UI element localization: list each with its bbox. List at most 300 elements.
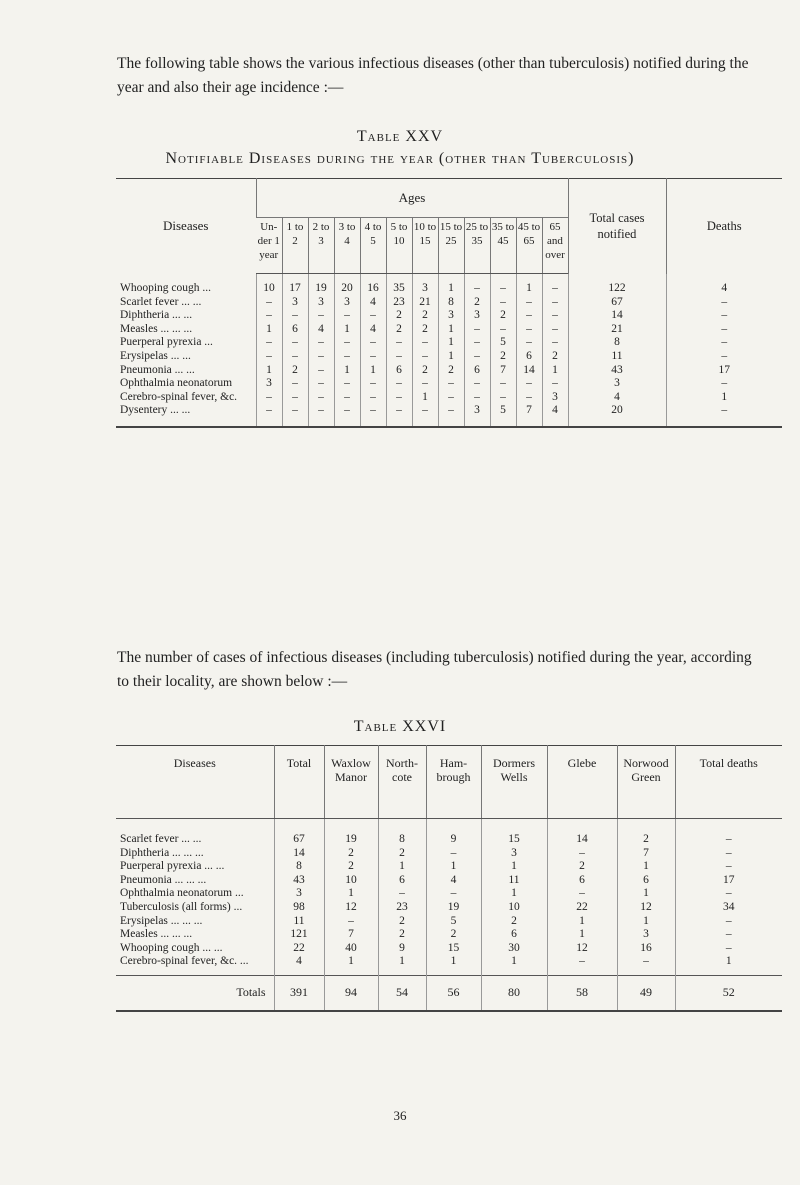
- locality-header: Norwood Green: [617, 746, 675, 819]
- header-ages: Ages: [256, 179, 568, 218]
- total-cases: 8: [568, 336, 666, 350]
- age-count: 3: [282, 296, 308, 310]
- age-count: –: [464, 350, 490, 364]
- locality-count: 6: [547, 874, 617, 888]
- locality-count: 1: [547, 928, 617, 942]
- age-count: 3: [542, 391, 568, 405]
- total-value: 49: [617, 975, 675, 1011]
- age-count: 6: [464, 364, 490, 378]
- age-count: 2: [412, 364, 438, 378]
- total-value: 56: [426, 975, 481, 1011]
- age-count: –: [360, 377, 386, 391]
- total-value: 52: [675, 975, 782, 1011]
- totals-label: Totals: [116, 975, 274, 1011]
- age-group-header: 3 to 4: [334, 218, 360, 274]
- deaths-count: –: [666, 296, 782, 310]
- locality-count: –: [547, 887, 617, 901]
- total-cases: 3: [568, 377, 666, 391]
- locality-count: 11: [274, 915, 324, 929]
- age-count: –: [412, 350, 438, 364]
- locality-count: 2: [324, 847, 378, 861]
- disease-name: Scarlet fever ... ...: [120, 833, 202, 845]
- age-count: –: [282, 309, 308, 323]
- locality-count: 19: [426, 901, 481, 915]
- age-count: –: [386, 391, 412, 405]
- table-row: [116, 296, 782, 310]
- deaths-count: –: [666, 323, 782, 337]
- age-count: 7: [490, 364, 516, 378]
- total-cases: 20: [568, 404, 666, 427]
- locality-count: –: [378, 887, 426, 901]
- age-count: 3: [464, 404, 490, 427]
- intro-paragraph-2: The number of cases of infectious diseases (including tuberculosis) notified during the year, according to their locality, are shown below :—: [117, 649, 752, 690]
- age-count: –: [360, 404, 386, 427]
- table26-title: Table XXVI: [353, 718, 447, 735]
- header-total-cases: Total cases notified: [568, 179, 666, 274]
- locality-header: Diseases: [116, 746, 274, 819]
- locality-count: 1: [481, 887, 547, 901]
- age-count: 1: [256, 323, 282, 337]
- age-count: –: [334, 350, 360, 364]
- intro-paragraph-1: The following table shows the various infectious diseases (other than tuberculosis) notified during the year and also their age incidence :—: [117, 55, 749, 96]
- disease-name: Ophthalmia neonatorum: [120, 377, 233, 390]
- locality-count: –: [426, 887, 481, 901]
- age-count: 5: [490, 404, 516, 427]
- disease-name: Dysentery ... ...: [120, 404, 191, 417]
- header-diseases: Diseases: [163, 218, 209, 234]
- age-count: 4: [308, 323, 334, 337]
- age-count: 4: [542, 404, 568, 427]
- age-group-header: 5 to 10: [386, 218, 412, 274]
- age-group-header: 1 to 2: [282, 218, 308, 274]
- age-count: –: [360, 350, 386, 364]
- locality-count: 23: [378, 901, 426, 915]
- age-count: 6: [516, 350, 542, 364]
- table-row: [116, 391, 782, 405]
- locality-header: Total: [274, 746, 324, 819]
- locality-count: 1: [324, 955, 378, 975]
- age-count: –: [308, 391, 334, 405]
- age-count: 1: [516, 274, 542, 296]
- total-cases: 14: [568, 309, 666, 323]
- age-count: –: [542, 274, 568, 296]
- locality-count: 2: [617, 819, 675, 847]
- age-count: 6: [282, 323, 308, 337]
- locality-count: 9: [378, 942, 426, 956]
- age-count: –: [360, 309, 386, 323]
- total-cases: 11: [568, 350, 666, 364]
- age-count: –: [438, 391, 464, 405]
- age-count: –: [464, 377, 490, 391]
- age-count: 2: [386, 309, 412, 323]
- age-count: –: [542, 336, 568, 350]
- locality-header: Waxlow Manor: [324, 746, 378, 819]
- age-count: –: [516, 377, 542, 391]
- age-count: –: [542, 377, 568, 391]
- deaths-count: –: [666, 377, 782, 391]
- header-deaths: Deaths: [666, 179, 782, 274]
- age-count: 1: [360, 364, 386, 378]
- locality-count: 5: [426, 915, 481, 929]
- disease-name: Erysipelas ... ... ...: [120, 914, 203, 927]
- locality-count: 16: [617, 942, 675, 956]
- deaths-count: 4: [666, 274, 782, 296]
- locality-count: 3: [274, 887, 324, 901]
- table-row: [116, 955, 782, 975]
- age-count: –: [308, 404, 334, 427]
- locality-count: 8: [274, 860, 324, 874]
- table-row: [116, 274, 782, 296]
- locality-count: 8: [378, 819, 426, 847]
- age-count: –: [282, 336, 308, 350]
- table-row: [116, 309, 782, 323]
- deaths-count: –: [666, 309, 782, 323]
- locality-count: 7: [324, 928, 378, 942]
- disease-name: Measles ... ... ...: [120, 322, 193, 335]
- age-count: 2: [412, 323, 438, 337]
- disease-name: Erysipelas ... ...: [120, 349, 191, 362]
- locality-count: 67: [274, 819, 324, 847]
- age-count: 2: [490, 350, 516, 364]
- age-count: –: [308, 350, 334, 364]
- table-row: [116, 323, 782, 337]
- age-count: –: [308, 364, 334, 378]
- locality-header: Total deaths: [675, 746, 782, 819]
- locality-count: 1: [378, 955, 426, 975]
- locality-count: –: [675, 942, 782, 956]
- table-row: [116, 377, 782, 391]
- deaths-count: 17: [666, 364, 782, 378]
- age-count: –: [256, 309, 282, 323]
- age-count: 3: [464, 309, 490, 323]
- age-count: –: [308, 377, 334, 391]
- age-count: 16: [360, 274, 386, 296]
- locality-count: 1: [617, 860, 675, 874]
- age-count: 20: [334, 274, 360, 296]
- age-count: –: [542, 296, 568, 310]
- age-count: –: [256, 350, 282, 364]
- total-value: 58: [547, 975, 617, 1011]
- age-count: 5: [490, 336, 516, 350]
- age-count: –: [334, 309, 360, 323]
- age-count: –: [438, 377, 464, 391]
- locality-count: 1: [481, 860, 547, 874]
- locality-count: 9: [426, 819, 481, 847]
- age-count: 8: [438, 296, 464, 310]
- age-count: –: [464, 323, 490, 337]
- locality-count: –: [426, 847, 481, 861]
- age-count: –: [334, 404, 360, 427]
- age-count: 4: [360, 296, 386, 310]
- locality-header: North- cote: [378, 746, 426, 819]
- age-count: 14: [516, 364, 542, 378]
- locality-count: 34: [675, 901, 782, 915]
- locality-count: 12: [617, 901, 675, 915]
- age-count: 2: [386, 323, 412, 337]
- age-count: –: [334, 377, 360, 391]
- deaths-count: –: [666, 350, 782, 364]
- age-count: 23: [386, 296, 412, 310]
- age-count: –: [386, 377, 412, 391]
- locality-count: 6: [481, 928, 547, 942]
- age-group-header: 15 to 25: [438, 218, 464, 274]
- locality-count: –: [675, 887, 782, 901]
- age-count: 1: [438, 336, 464, 350]
- table25-title: Table XXV: [356, 128, 444, 145]
- age-count: 1: [438, 350, 464, 364]
- age-count: 4: [360, 323, 386, 337]
- age-count: –: [256, 336, 282, 350]
- age-count: –: [256, 296, 282, 310]
- deaths-count: 1: [666, 391, 782, 405]
- age-count: –: [516, 296, 542, 310]
- locality-count: –: [675, 860, 782, 874]
- locality-count: 2: [378, 847, 426, 861]
- age-count: –: [256, 391, 282, 405]
- disease-name: Measles ... ... ...: [120, 928, 193, 941]
- locality-count: –: [675, 928, 782, 942]
- table-row: [116, 860, 782, 874]
- age-group-header: 35 to 45: [490, 218, 516, 274]
- locality-count: 14: [547, 819, 617, 847]
- age-count: –: [516, 323, 542, 337]
- age-count: 1: [542, 364, 568, 378]
- age-count: 6: [386, 364, 412, 378]
- age-count: 1: [412, 391, 438, 405]
- table25-subtitle: Notifiable Diseases during the year (other than Tuberculosis): [165, 150, 635, 167]
- age-count: –: [490, 274, 516, 296]
- age-count: 1: [334, 364, 360, 378]
- age-count: 2: [412, 309, 438, 323]
- age-count: –: [438, 404, 464, 427]
- locality-count: 10: [324, 874, 378, 888]
- age-count: –: [516, 391, 542, 405]
- locality-count: 2: [378, 928, 426, 942]
- disease-name: Tuberculosis (all forms) ...: [120, 900, 243, 913]
- age-count: –: [282, 391, 308, 405]
- total-value: 94: [324, 975, 378, 1011]
- table-row: [116, 350, 782, 364]
- age-count: –: [256, 404, 282, 427]
- table-row: [116, 942, 782, 956]
- locality-count: –: [547, 955, 617, 975]
- age-group-header: 45 to 65: [516, 218, 542, 274]
- age-count: –: [334, 336, 360, 350]
- age-count: 3: [334, 296, 360, 310]
- locality-count: 2: [324, 860, 378, 874]
- locality-count: 1: [675, 955, 782, 975]
- age-count: –: [282, 404, 308, 427]
- age-count: –: [490, 296, 516, 310]
- age-count: 2: [542, 350, 568, 364]
- locality-count: 17: [675, 874, 782, 888]
- disease-name: Whooping cough ...: [120, 281, 212, 294]
- disease-name: Pneumonia ... ... ...: [120, 873, 207, 886]
- age-count: –: [464, 274, 490, 296]
- age-count: –: [412, 404, 438, 427]
- age-count: –: [386, 404, 412, 427]
- table-row: [116, 874, 782, 888]
- deaths-count: –: [666, 404, 782, 427]
- locality-count: –: [324, 915, 378, 929]
- total-cases: 21: [568, 323, 666, 337]
- age-count: –: [308, 309, 334, 323]
- age-count: 3: [412, 274, 438, 296]
- age-group-header: 2 to 3: [308, 218, 334, 274]
- age-count: –: [490, 377, 516, 391]
- locality-count: –: [617, 955, 675, 975]
- locality-count: 6: [378, 874, 426, 888]
- total-value: 54: [378, 975, 426, 1011]
- age-count: 2: [464, 296, 490, 310]
- disease-name: Ophthalmia neonatorum ...: [120, 887, 244, 900]
- age-count: 2: [438, 364, 464, 378]
- age-count: 1: [334, 323, 360, 337]
- disease-name: Cerebro-spinal fever, &c. ...: [120, 955, 249, 968]
- age-count: 1: [438, 323, 464, 337]
- locality-count: –: [675, 847, 782, 861]
- locality-count: 4: [426, 874, 481, 888]
- disease-name: Pneumonia ... ...: [120, 363, 195, 376]
- locality-count: 2: [481, 915, 547, 929]
- age-count: –: [464, 336, 490, 350]
- locality-count: 1: [378, 860, 426, 874]
- locality-count: 15: [426, 942, 481, 956]
- table-row: [116, 404, 782, 427]
- table-row: [116, 928, 782, 942]
- age-count: 17: [282, 274, 308, 296]
- age-count: –: [386, 336, 412, 350]
- table-row: [116, 915, 782, 929]
- locality-count: 1: [547, 915, 617, 929]
- locality-count: 11: [481, 874, 547, 888]
- disease-name: Diphtheria ... ...: [120, 309, 193, 322]
- age-group-header: 25 to 35: [464, 218, 490, 274]
- table-row: [116, 819, 782, 847]
- locality-count: 15: [481, 819, 547, 847]
- age-count: 35: [386, 274, 412, 296]
- locality-count: 1: [481, 955, 547, 975]
- locality-count: 98: [274, 901, 324, 915]
- locality-count: –: [675, 819, 782, 847]
- age-count: –: [464, 391, 490, 405]
- age-count: –: [412, 377, 438, 391]
- total-cases: 122: [568, 274, 666, 296]
- total-cases: 67: [568, 296, 666, 310]
- locality-count: 121: [274, 928, 324, 942]
- locality-header: Ham- brough: [426, 746, 481, 819]
- total-value: 391: [274, 975, 324, 1011]
- locality-count: 2: [547, 860, 617, 874]
- disease-name: Cerebro-spinal fever, &c.: [120, 390, 238, 403]
- age-count: 3: [256, 377, 282, 391]
- locality-count: –: [675, 915, 782, 929]
- age-count: 19: [308, 274, 334, 296]
- disease-name: Diphtheria ... ... ...: [120, 846, 204, 859]
- table-xxvi: [116, 745, 782, 1012]
- age-count: –: [490, 323, 516, 337]
- locality-count: 3: [617, 928, 675, 942]
- locality-count: 4: [274, 955, 324, 975]
- age-group-header: Un- der 1 year: [256, 218, 282, 274]
- locality-count: 3: [481, 847, 547, 861]
- locality-count: 12: [547, 942, 617, 956]
- age-count: –: [282, 377, 308, 391]
- locality-count: 22: [547, 901, 617, 915]
- age-count: –: [412, 336, 438, 350]
- locality-count: 1: [617, 915, 675, 929]
- disease-name: Whooping cough ... ...: [120, 941, 223, 954]
- table-row: [116, 336, 782, 350]
- total-cases: 43: [568, 364, 666, 378]
- total-cases: 4: [568, 391, 666, 405]
- disease-name: Puerperal pyrexia ...: [120, 336, 213, 349]
- locality-count: 1: [617, 887, 675, 901]
- age-count: 1: [256, 364, 282, 378]
- locality-count: 19: [324, 819, 378, 847]
- age-count: 21: [412, 296, 438, 310]
- locality-count: 22: [274, 942, 324, 956]
- locality-count: 1: [426, 860, 481, 874]
- age-count: 2: [282, 364, 308, 378]
- age-group-header: 4 to 5: [360, 218, 386, 274]
- age-count: 1: [438, 274, 464, 296]
- table-row: [116, 847, 782, 861]
- locality-count: 10: [481, 901, 547, 915]
- age-count: –: [386, 350, 412, 364]
- total-value: 80: [481, 975, 547, 1011]
- table-xxv: [116, 178, 782, 428]
- locality-header: Dormers Wells: [481, 746, 547, 819]
- age-count: –: [334, 391, 360, 405]
- age-count: –: [542, 323, 568, 337]
- age-count: –: [516, 336, 542, 350]
- locality-count: 2: [426, 928, 481, 942]
- age-group-header: 65 and over: [542, 218, 568, 274]
- age-count: 10: [256, 274, 282, 296]
- locality-count: 6: [617, 874, 675, 888]
- table-row: [116, 901, 782, 915]
- age-count: –: [308, 336, 334, 350]
- age-count: –: [516, 309, 542, 323]
- locality-count: 43: [274, 874, 324, 888]
- table-row: [116, 887, 782, 901]
- page-number: 36: [393, 1108, 407, 1123]
- age-count: 3: [308, 296, 334, 310]
- locality-count: 12: [324, 901, 378, 915]
- age-group-header: 10 to 15: [412, 218, 438, 274]
- age-count: 2: [490, 309, 516, 323]
- deaths-count: –: [666, 336, 782, 350]
- locality-count: 14: [274, 847, 324, 861]
- locality-count: 1: [324, 887, 378, 901]
- locality-count: –: [547, 847, 617, 861]
- locality-header: Glebe: [547, 746, 617, 819]
- table-row: [116, 364, 782, 378]
- age-count: 3: [438, 309, 464, 323]
- age-count: –: [360, 336, 386, 350]
- locality-count: 7: [617, 847, 675, 861]
- locality-count: 2: [378, 915, 426, 929]
- age-count: –: [282, 350, 308, 364]
- disease-name: Scarlet fever ... ...: [120, 295, 202, 308]
- age-count: –: [542, 309, 568, 323]
- locality-count: 40: [324, 942, 378, 956]
- age-count: 7: [516, 404, 542, 427]
- age-count: –: [360, 391, 386, 405]
- age-count: –: [490, 391, 516, 405]
- locality-count: 30: [481, 942, 547, 956]
